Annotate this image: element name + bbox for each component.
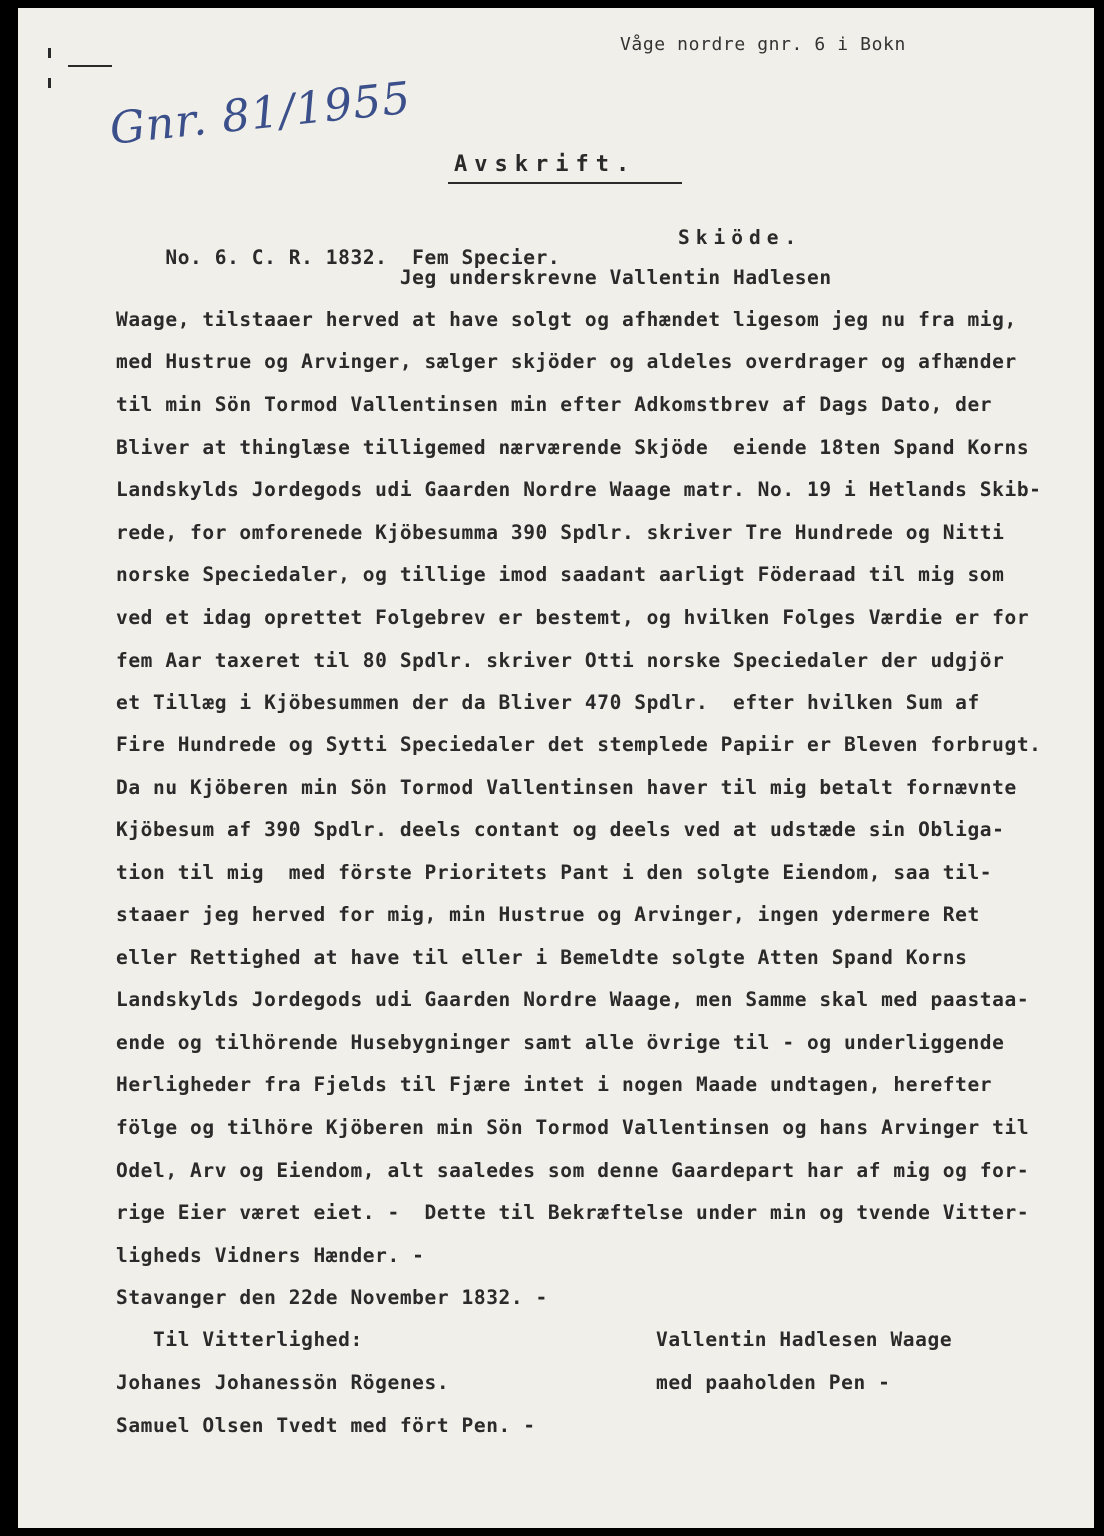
- header-reference: Våge nordre gnr. 6 i Bokn: [620, 34, 906, 55]
- body-line: ligheds Vidners Hænder. -: [116, 1244, 425, 1267]
- body-line: ende og tilhörende Husebygninger samt alle övrige til - og underliggende: [116, 1031, 1005, 1054]
- body-line: fölge og tilhöre Kjöberen min Sön Tormod Vallentinsen og hans Arvinger til: [116, 1116, 1030, 1139]
- document-page: [18, 8, 1094, 1528]
- document-reference: No. 6. C. R. 1832. Fem Specier.: [165, 245, 561, 269]
- witness-line: Samuel Olsen Tvedt med fört Pen. -: [116, 1414, 536, 1437]
- title-underline: [448, 182, 682, 184]
- margin-mark: [68, 65, 112, 67]
- body-line: Bliver at thinglæse tilligemed nærværende Skjöde eiende 18ten Spand Korns: [116, 436, 1030, 459]
- place-date-line: Stavanger den 22de November 1832. -: [116, 1286, 548, 1309]
- signature-note: med paaholden Pen -: [656, 1371, 891, 1394]
- document-title: Avskrift.: [454, 152, 637, 177]
- body-line: Da nu Kjöberen min Sön Tormod Vallentinsen haver til mig betalt fornævnte: [116, 776, 1017, 799]
- body-line: fem Aar taxeret til 80 Spdlr. skriver Otti norske Speciedaler der udgjör: [116, 649, 1005, 672]
- body-line: Landskylds Jordegods udi Gaarden Nordre Waage, men Samme skal med paastaa-: [116, 988, 1030, 1011]
- body-line: Kjöbesum af 390 Spdlr. deels contant og deels ved at udstæde sin Obliga-: [116, 818, 1005, 841]
- document-type: Skiöde.: [678, 226, 803, 249]
- body-line: med Hustrue og Arvinger, sælger skjöder og aldeles overdrager og afhænder: [116, 350, 1017, 373]
- body-line: et Tillæg i Kjöbesummen der da Bliver 470 Spdlr. efter hvilken Sum af: [116, 691, 980, 714]
- body-line: eller Rettighed at have til eller i Bemeldte solgte Atten Spand Korns: [116, 946, 968, 969]
- body-line: Landskylds Jordegods udi Gaarden Nordre Waage matr. No. 19 i Hetlands Skib-: [116, 478, 1042, 501]
- body-line: rige Eier været eiet. - Dette til Bekræftelse under min og tvende Vitter-: [116, 1201, 1030, 1224]
- body-line: Waage, tilstaaer herved at have solgt og afhændet ligesom jeg nu fra mig,: [116, 308, 1017, 331]
- body-line: staaer jeg herved for mig, min Hustrue og Arvinger, ingen ydermere Ret: [116, 903, 980, 926]
- body-line: tion til mig med förste Prioritets Pant i den solgte Eiendom, saa til-: [116, 861, 993, 884]
- body-line: rede, for omforenede Kjöbesumma 390 Spdlr. skriver Tre Hundrede og Nitti: [116, 521, 1005, 544]
- margin-mark: [48, 78, 51, 88]
- signature-name: Vallentin Hadlesen Waage: [656, 1328, 953, 1351]
- body-line: til min Sön Tormod Vallentinsen min efter Adkomstbrev af Dags Dato, der: [116, 393, 993, 416]
- body-line: Herligheder fra Fjelds til Fjære intet i nogen Maade undtagen, herefter: [116, 1073, 993, 1096]
- body-line: Odel, Arv og Eiendom, alt saaledes som denne Gaardepart har af mig og for-: [116, 1159, 1030, 1182]
- body-line: norske Speciedaler, og tillige imod saadant aarligt Föderaad til mig som: [116, 563, 1005, 586]
- margin-mark: [48, 48, 51, 58]
- witness-heading: Til Vitterlighed:: [116, 1328, 363, 1351]
- body-line: ved et idag oprettet Folgebrev er bestemt, og hvilken Folges Værdie er for: [116, 606, 1030, 629]
- witness-line: Johanes Johanessön Rögenes.: [116, 1371, 450, 1394]
- body-line: Fire Hundrede og Sytti Speciedaler det stemplede Papiir er Bleven forbrugt.: [116, 733, 1042, 756]
- body-line: Jeg underskrevne Vallentin Hadlesen: [116, 266, 832, 289]
- handwritten-note: Gnr. 81/1955: [107, 72, 414, 155]
